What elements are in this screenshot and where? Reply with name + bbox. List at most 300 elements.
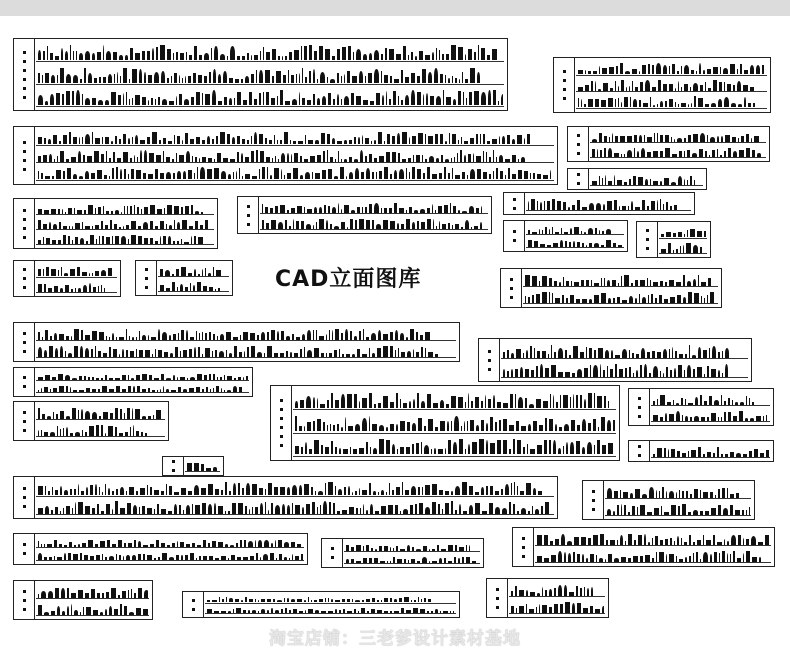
cad-block bbox=[554, 588, 556, 596]
elevation-block-row bbox=[38, 482, 553, 496]
cad-block bbox=[390, 174, 392, 179]
cad-block bbox=[374, 203, 379, 213]
cad-block bbox=[545, 502, 549, 514]
cad-block bbox=[502, 508, 507, 514]
cad-block bbox=[717, 149, 718, 157]
cad-block bbox=[383, 334, 388, 340]
cad-block bbox=[511, 483, 512, 495]
cad-block bbox=[703, 350, 707, 358]
cad-block bbox=[154, 509, 155, 514]
ground-line bbox=[36, 106, 504, 107]
cad-sheet bbox=[13, 533, 308, 565]
cad-block bbox=[651, 201, 655, 210]
cad-block bbox=[474, 91, 479, 105]
cad-block bbox=[690, 229, 695, 237]
cad-block bbox=[184, 99, 189, 105]
cad-block bbox=[673, 233, 676, 237]
cad-block bbox=[333, 425, 335, 431]
cad-block bbox=[161, 491, 164, 495]
elevation-block-row bbox=[38, 385, 248, 392]
cad-block bbox=[221, 556, 226, 560]
cad-block bbox=[120, 487, 124, 495]
cad-block bbox=[288, 70, 289, 83]
cad-block bbox=[177, 171, 181, 179]
cad-block bbox=[676, 249, 678, 253]
cad-block bbox=[678, 232, 682, 237]
cad-block bbox=[620, 63, 623, 74]
cad-block bbox=[284, 542, 289, 547]
cad-block bbox=[292, 334, 294, 340]
elevation-block-row bbox=[661, 227, 706, 238]
cad-block bbox=[248, 541, 253, 547]
cad-block bbox=[476, 156, 481, 162]
cad-block bbox=[553, 243, 558, 247]
cad-block bbox=[92, 53, 95, 60]
title-block-mark bbox=[23, 96, 26, 99]
cad-block bbox=[154, 72, 159, 83]
cad-block bbox=[369, 393, 372, 408]
cad-block bbox=[520, 367, 523, 377]
title-block-mark bbox=[23, 332, 26, 335]
cad-block bbox=[363, 546, 364, 551]
cad-block bbox=[732, 400, 733, 405]
cad-block bbox=[615, 99, 616, 107]
title-block-mark bbox=[646, 247, 649, 250]
cad-block bbox=[677, 536, 679, 545]
cad-block bbox=[694, 293, 699, 303]
cad-block bbox=[163, 138, 166, 144]
cad-block bbox=[73, 174, 77, 179]
cad-block bbox=[691, 70, 694, 74]
cad-block bbox=[338, 203, 339, 213]
cad-block bbox=[458, 47, 463, 60]
cad-block bbox=[555, 539, 559, 545]
cad-block bbox=[405, 77, 409, 83]
cad-block bbox=[44, 284, 46, 292]
cad-block bbox=[679, 151, 682, 157]
cad-block bbox=[120, 409, 122, 419]
cad-block bbox=[528, 230, 530, 234]
cad-block bbox=[78, 502, 83, 514]
cad-block bbox=[536, 607, 537, 613]
cad-block bbox=[536, 399, 541, 408]
cad-block bbox=[668, 449, 669, 457]
cad-block bbox=[186, 151, 190, 162]
cad-block bbox=[349, 157, 352, 162]
cad-block bbox=[308, 140, 313, 144]
cad-block bbox=[45, 486, 46, 495]
cad-block bbox=[121, 236, 126, 244]
cad-block bbox=[647, 152, 651, 157]
cad-block bbox=[730, 64, 735, 74]
cad-block bbox=[463, 92, 464, 105]
cad-block bbox=[424, 445, 429, 454]
cad-block bbox=[395, 330, 398, 340]
cad-block bbox=[533, 488, 536, 495]
cad-block bbox=[182, 78, 183, 83]
cad-block bbox=[517, 135, 522, 144]
cad-block bbox=[267, 167, 268, 179]
cad-block bbox=[601, 278, 602, 286]
cad-block bbox=[685, 557, 687, 562]
cad-block bbox=[408, 55, 409, 60]
cad-block bbox=[80, 346, 83, 357]
elevation-block-row bbox=[38, 407, 164, 419]
cad-block bbox=[108, 268, 112, 276]
cad-block bbox=[147, 508, 152, 514]
cad-block bbox=[271, 330, 275, 340]
cad-block bbox=[476, 134, 478, 144]
cad-block bbox=[330, 157, 333, 162]
cad-block bbox=[63, 508, 64, 514]
cad-block bbox=[159, 140, 161, 144]
cad-block bbox=[286, 336, 290, 340]
ground-line bbox=[605, 498, 751, 499]
cad-block bbox=[112, 333, 114, 340]
cad-block bbox=[300, 156, 302, 162]
cad-block bbox=[88, 73, 92, 83]
cad-block bbox=[759, 557, 761, 562]
cad-block bbox=[263, 92, 264, 105]
cad-block bbox=[597, 396, 602, 408]
cad-block bbox=[150, 221, 153, 229]
cad-block bbox=[664, 448, 666, 457]
cad-block bbox=[437, 545, 439, 551]
cad-block bbox=[709, 396, 712, 405]
cad-block bbox=[349, 172, 353, 179]
cad-block bbox=[719, 553, 720, 562]
elevation-block-row bbox=[661, 242, 706, 253]
cad-block bbox=[278, 222, 283, 229]
cad-block bbox=[48, 288, 52, 292]
cad-block bbox=[606, 240, 611, 247]
cad-block bbox=[666, 367, 668, 377]
cad-block bbox=[659, 295, 662, 303]
cad-block bbox=[72, 240, 73, 244]
cad-block bbox=[595, 81, 596, 91]
cad-block bbox=[239, 352, 242, 357]
cad-block bbox=[42, 75, 43, 83]
cad-block bbox=[366, 168, 370, 179]
cad-block bbox=[70, 269, 75, 276]
cad-block bbox=[302, 98, 305, 105]
cad-block bbox=[503, 440, 507, 454]
cad-block bbox=[105, 375, 107, 380]
title-block-mark bbox=[23, 209, 26, 212]
cad-block bbox=[335, 329, 339, 340]
cad-block bbox=[402, 132, 407, 144]
cad-block bbox=[63, 235, 66, 244]
cad-block bbox=[518, 170, 522, 179]
ground-line bbox=[36, 292, 117, 293]
title-block-mark bbox=[247, 223, 250, 226]
title-block-mark bbox=[638, 406, 641, 409]
elevation-block-row bbox=[38, 266, 116, 277]
cad-block bbox=[497, 402, 501, 408]
cad-block bbox=[160, 45, 165, 60]
title-block-mark bbox=[563, 79, 566, 82]
cad-block bbox=[42, 414, 45, 419]
cad-block bbox=[43, 224, 47, 229]
elevation-block-row bbox=[511, 584, 604, 596]
cad-block bbox=[653, 151, 658, 157]
cad-block bbox=[85, 432, 87, 436]
cad-block bbox=[38, 73, 40, 83]
cad-block bbox=[239, 387, 242, 392]
cad-block bbox=[615, 364, 617, 377]
cad-block bbox=[180, 53, 184, 60]
cad-block bbox=[585, 70, 586, 74]
cad-block bbox=[183, 171, 186, 179]
title-block-mark bbox=[23, 60, 26, 63]
cad-block bbox=[194, 463, 199, 471]
ground-line bbox=[526, 247, 624, 248]
cad-block bbox=[263, 554, 268, 560]
cad-block bbox=[123, 556, 124, 560]
cad-block bbox=[209, 287, 213, 291]
cad-block bbox=[563, 395, 568, 408]
cad-block bbox=[161, 71, 165, 83]
cad-block bbox=[515, 394, 516, 408]
cad-block bbox=[425, 507, 430, 514]
cad-block bbox=[421, 347, 423, 357]
cad-block bbox=[698, 275, 699, 286]
elevation-block-row bbox=[578, 96, 766, 108]
cad-block bbox=[641, 348, 645, 358]
title-block-mark bbox=[23, 150, 26, 153]
cad-block bbox=[565, 350, 567, 358]
cad-block bbox=[528, 424, 531, 431]
cad-block bbox=[485, 395, 486, 408]
title-block-mark bbox=[23, 590, 26, 593]
cad-block bbox=[351, 93, 354, 105]
cad-block bbox=[268, 483, 272, 495]
cad-block bbox=[606, 540, 608, 545]
cad-block bbox=[403, 403, 407, 408]
cad-block bbox=[508, 168, 510, 179]
elevation-block-row bbox=[262, 218, 487, 229]
cad-block bbox=[633, 373, 634, 377]
cad-block bbox=[44, 210, 49, 214]
cad-block bbox=[359, 219, 364, 229]
cad-block bbox=[652, 65, 654, 74]
cad-block bbox=[265, 502, 266, 514]
cad-block bbox=[183, 350, 187, 357]
ground-line bbox=[576, 75, 767, 76]
cad-block bbox=[161, 543, 165, 547]
cad-block bbox=[101, 285, 102, 292]
cad-block bbox=[451, 491, 453, 495]
cad-block bbox=[681, 398, 683, 405]
cad-block bbox=[342, 47, 346, 60]
cad-block bbox=[434, 448, 436, 454]
title-block-mark bbox=[488, 368, 491, 371]
cad-block bbox=[686, 243, 691, 253]
cad-block bbox=[593, 419, 596, 431]
cad-block bbox=[751, 536, 756, 545]
cad-block bbox=[733, 551, 735, 562]
cad-block bbox=[539, 281, 540, 286]
cad-block bbox=[599, 133, 602, 142]
cad-block bbox=[281, 331, 284, 340]
cad-block bbox=[417, 221, 419, 229]
cad-block bbox=[200, 225, 203, 229]
cad-block bbox=[602, 606, 604, 613]
cad-block bbox=[763, 416, 764, 421]
cad-block bbox=[398, 96, 399, 105]
cad-block bbox=[549, 607, 552, 613]
cad-block bbox=[125, 432, 128, 436]
cad-block bbox=[404, 559, 406, 563]
cad-block bbox=[179, 94, 182, 105]
cad-block bbox=[466, 545, 467, 551]
cad-block bbox=[38, 95, 43, 105]
cad-block bbox=[358, 137, 360, 144]
cad-block bbox=[381, 54, 383, 60]
cad-block bbox=[685, 399, 686, 405]
ground-line bbox=[535, 562, 771, 563]
cad-block bbox=[78, 151, 81, 162]
cad-block bbox=[160, 285, 164, 291]
cad-block bbox=[628, 534, 632, 545]
cad-block bbox=[480, 134, 481, 144]
cad-block bbox=[327, 150, 328, 162]
sheet-title-strip bbox=[14, 477, 35, 518]
cad-block bbox=[619, 369, 623, 377]
cad-block bbox=[736, 493, 739, 498]
cad-block bbox=[57, 156, 58, 162]
cad-block bbox=[689, 556, 691, 562]
cad-block bbox=[102, 593, 104, 598]
cad-block bbox=[720, 67, 721, 74]
cad-block bbox=[266, 157, 270, 162]
cad-block bbox=[220, 54, 225, 60]
cad-block bbox=[609, 67, 614, 74]
cad-block bbox=[205, 348, 210, 357]
cad-block bbox=[400, 421, 405, 431]
cad-block bbox=[287, 173, 291, 179]
cad-block bbox=[669, 349, 670, 358]
cad-block bbox=[70, 45, 71, 60]
cad-block bbox=[577, 425, 580, 431]
cad-block bbox=[454, 416, 459, 431]
cad-block bbox=[574, 227, 579, 234]
cad-block bbox=[78, 590, 83, 598]
cad-block bbox=[128, 239, 129, 244]
cad-block bbox=[663, 84, 667, 91]
elevation-block-row bbox=[346, 556, 479, 563]
cad-block bbox=[129, 487, 134, 495]
cad-block bbox=[162, 332, 167, 340]
cad-block bbox=[458, 558, 460, 563]
cad-block bbox=[423, 546, 427, 551]
cad-block bbox=[608, 98, 613, 107]
cad-block bbox=[687, 180, 688, 185]
cad-block bbox=[746, 539, 749, 545]
cad-block bbox=[727, 488, 728, 498]
cad-block bbox=[74, 329, 79, 340]
cad-block bbox=[712, 150, 715, 157]
cad-block bbox=[560, 604, 563, 613]
cad-block bbox=[558, 372, 563, 377]
cad-block bbox=[181, 207, 183, 214]
cad-block bbox=[83, 155, 85, 162]
cad-block bbox=[204, 375, 207, 380]
cad-block bbox=[694, 489, 698, 498]
cad-block bbox=[332, 330, 333, 340]
cad-block bbox=[511, 606, 514, 613]
cad-block bbox=[315, 140, 319, 144]
cad-block bbox=[181, 488, 186, 495]
cad-block bbox=[329, 353, 332, 357]
cad-block bbox=[59, 222, 61, 229]
cad-block bbox=[139, 69, 142, 83]
cad-block bbox=[199, 55, 202, 60]
elevation-block-row bbox=[187, 462, 219, 471]
cad-block bbox=[113, 349, 117, 357]
cad-block bbox=[624, 505, 626, 515]
cad-block bbox=[116, 554, 117, 560]
cad-block bbox=[577, 200, 580, 210]
cad-block bbox=[639, 135, 642, 142]
cad-block bbox=[168, 236, 171, 244]
cad-block bbox=[85, 171, 89, 179]
cad-block bbox=[584, 399, 586, 408]
cad-block bbox=[427, 167, 430, 179]
cad-block bbox=[38, 430, 39, 436]
cad-block bbox=[373, 491, 376, 495]
cad-block bbox=[525, 369, 529, 377]
elevation-block-row bbox=[592, 174, 702, 185]
cad-block bbox=[46, 238, 50, 244]
cad-block bbox=[432, 204, 433, 213]
cad-block bbox=[80, 79, 82, 83]
cad-block bbox=[99, 77, 101, 83]
cad-block bbox=[635, 280, 638, 286]
cad-block bbox=[369, 204, 372, 213]
cad-block bbox=[220, 132, 225, 144]
cad-block bbox=[461, 426, 462, 431]
cad-block bbox=[119, 555, 121, 560]
cad-block bbox=[615, 81, 616, 91]
cad-block bbox=[54, 540, 57, 547]
cad-block bbox=[670, 370, 672, 377]
cad-block bbox=[106, 592, 109, 598]
cad-block bbox=[139, 350, 143, 357]
cad-block bbox=[445, 491, 449, 495]
cad-block bbox=[614, 491, 618, 498]
cad-block bbox=[274, 353, 278, 357]
cad-block bbox=[299, 73, 300, 83]
elevation-block-row bbox=[38, 167, 553, 180]
ground-line bbox=[590, 185, 703, 186]
cad-block bbox=[600, 534, 604, 545]
cad-block bbox=[638, 177, 643, 185]
cad-block bbox=[245, 506, 247, 514]
cad-block bbox=[499, 136, 500, 144]
cad-block bbox=[276, 71, 281, 83]
cad-block bbox=[319, 336, 324, 340]
title-block-mark bbox=[577, 152, 580, 155]
cad-block bbox=[660, 101, 663, 107]
cad-block bbox=[660, 199, 661, 210]
cad-block bbox=[83, 607, 84, 615]
ground-line bbox=[36, 547, 304, 548]
cad-block bbox=[544, 558, 549, 562]
cad-block bbox=[118, 95, 121, 105]
cad-block bbox=[723, 68, 728, 74]
cad-block bbox=[339, 448, 341, 454]
